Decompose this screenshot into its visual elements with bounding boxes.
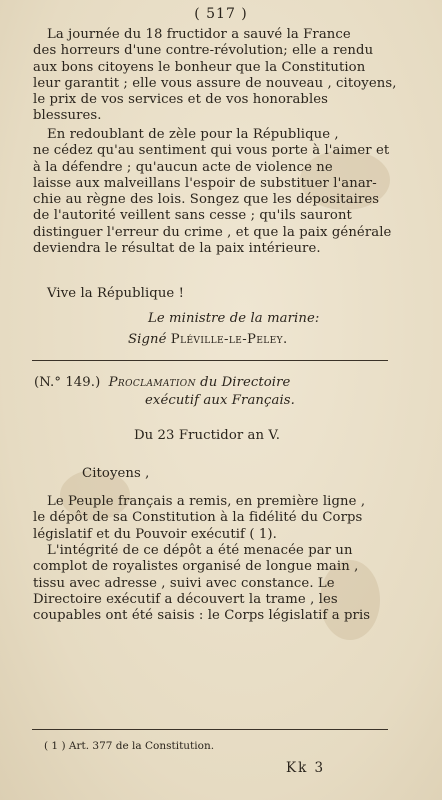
text-line: distinguer l'erreur du crime , et que la paix générale	[33, 224, 392, 240]
text-line: aux bons citoyens le bonheur que la Constitution	[33, 59, 366, 75]
page-number: ( 517 )	[194, 6, 248, 22]
footnote: ( 1 ) Art. 377 de la Constitution.	[44, 740, 215, 752]
text-line: à la défendre ; qu'aucun acte de violence ne	[33, 159, 333, 175]
footnote-divider	[32, 729, 388, 730]
text-line: deviendra le résultat de la paix intérieure.	[33, 241, 321, 257]
proclamation-paragraph-2	[33, 543, 370, 624]
text-line: ne cédez qu'au sentiment qui vous porte à l'aimer et	[33, 143, 390, 159]
proclamation-title-line2: exécutif aux Français.	[145, 393, 295, 408]
text-line: législatif et du Pouvoir exécutif ( 1).	[33, 526, 277, 542]
text-line: leur garantit ; elle vous assure de nouveau , citoyens,	[33, 75, 397, 91]
text-line: le dépôt de sa Constitution à la fidélité du Corps	[33, 510, 363, 526]
text-line: laisse aux malveillans l'espoir de substituer l'anar-	[33, 175, 377, 191]
text-line: coupables ont été saisis : le Corps législatif a pris	[33, 608, 371, 624]
salutation: Citoyens ,	[82, 466, 150, 481]
signed-name: Pléville-le-Peley.	[170, 332, 288, 347]
text-line: complot de royalistes organisé de longue main ,	[33, 559, 359, 575]
signed-prefix: Signé	[128, 332, 167, 347]
text-line: La journée du 18 fructidor a sauvé la France	[47, 27, 351, 42]
signature-line	[128, 332, 288, 348]
text-line: Le Peuple français a remis, en première ligne ,	[47, 494, 366, 509]
text-line: des horreurs d'une contre-révolution; elle a rendu	[33, 43, 374, 59]
section-divider	[32, 360, 388, 361]
text-line: chie au règne des lois. Songez que les dépositaires	[33, 192, 380, 208]
letter-paragraph-1	[33, 27, 397, 125]
text-line: En redoublant de zèle pour la République ,	[47, 127, 339, 142]
proclamation-date: Du 23 Fructidor an V.	[134, 428, 281, 443]
proclamation-number: (N.° 149.)	[34, 375, 101, 390]
signature-mark: Kk 3	[286, 760, 326, 776]
minister-title: Le ministre de la marine:	[148, 311, 320, 326]
proclamation-heading	[34, 375, 290, 391]
text-line: de l'autorité veillent sans cesse ; qu'ils sauront	[33, 208, 352, 224]
closing-line: Vive la République !	[47, 286, 185, 301]
text-line: Directoire exécutif a découvert la trame , les	[33, 591, 338, 607]
letter-paragraph-2	[33, 127, 391, 257]
proclamation-title-main: Proclamation	[108, 375, 196, 390]
proclamation-title-rest: du Directoire	[200, 375, 291, 390]
proclamation-paragraph-1	[33, 494, 365, 543]
text-line: blessures.	[33, 108, 102, 124]
text-line: le prix de vos services et de vos honorables	[33, 92, 329, 108]
text-line: L'intégrité de ce dépôt a été menacée par un	[47, 543, 353, 558]
text-line: tissu avec adresse , suivi avec constance. Le	[33, 575, 335, 591]
